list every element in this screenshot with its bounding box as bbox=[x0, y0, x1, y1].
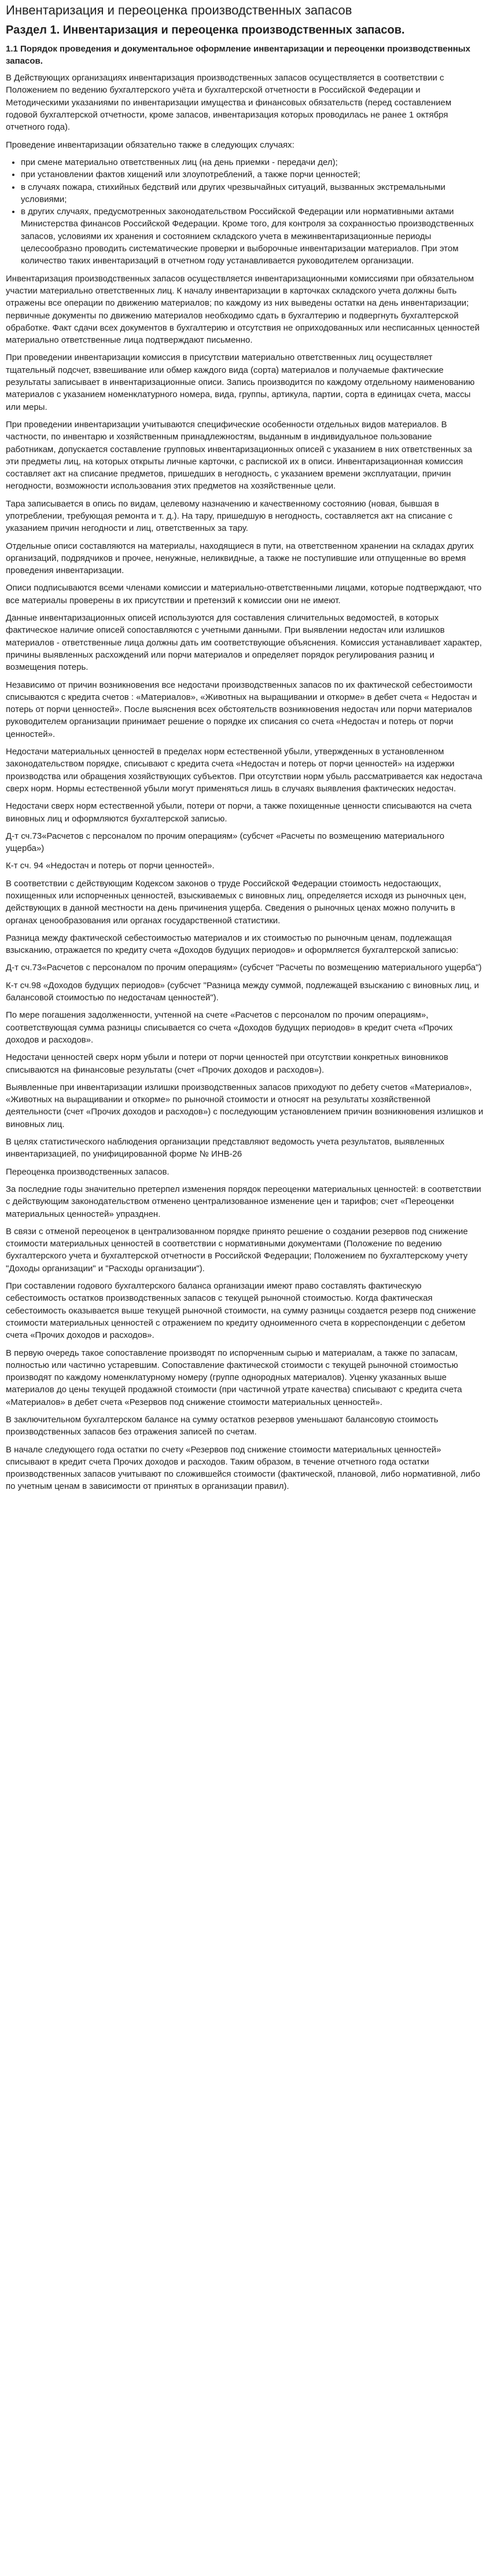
body-text bbox=[6, 273, 484, 1493]
section-heading: Раздел 1. Инвентаризация и переоценка производственных запасов. bbox=[6, 23, 405, 36]
list-item: • при установлении фактов хищений или злоупотреблений, а также порчи ценностей; bbox=[21, 168, 484, 181]
paragraph: К-т сч.98 «Доходов будущих периодов» (субсчет "Разница между суммой, подлежащей взысканию с виновных лиц, и балансовой стоимостью по недостачам ценностей"). bbox=[6, 980, 480, 1003]
paragraph: В первую очередь такое сопоставление производят по испорченным сырью и материалам, а также по запасам, полностью или частично устаревшим. Сопоставление фактической стоимости с текущей рыночной стоимостью производят по каждому номенклатурному номеру (группе однородных материалов). Уценку указанных выше материалов до цены текущей продажной стоимости (при частичной утрате качества) списывают с кредита счета «Материалов» в дебет счета «Резервов под снижение стоимости материальных ценностей». bbox=[6, 1348, 462, 1407]
paragraph: В начале следующего года остатки по счету «Резервов под снижение стоимости материальных ценностей» списывают в кредит счета Прочих доходов и расходов. Таким образом, в течение отчетного года остатки производственных запасов учитывают по сложившейся стоимости (фактической, плановой, либо нормативной, либо по учетным ценам в зависимости от принятых в организации правил). bbox=[6, 1444, 481, 1492]
paragraph: В соответствии с действующим Кодексом законов о труде Российской Федерации стоимость недостающих, похищенных или испорченных ценностей, взыскиваемых с виновных лиц, определяется исходя из рыночных цен, действующих в данной местности на день причинения ущерба. Сведения о рыночных ценах можно получить в органах ценообразования или органах государственной статистики. bbox=[6, 878, 466, 926]
paragraph: В заключительном бухгалтерском балансе на сумму остатков резервов уменьшают балансовую стоимость производственных запасов без отражения записей по счетам. bbox=[6, 1414, 439, 1437]
page-title: Инвентаризация и переоценка производственных запасов bbox=[6, 3, 352, 17]
paragraph: В целях статистического наблюдения организации представляют ведомость учета результатов, выявленных инвентаризацией, по унифицированной форме № ИНВ-26 bbox=[6, 1137, 445, 1159]
paragraph: Отдельные описи составляются на материалы, находящиеся в пути, на ответственном хранении на складах других организаций, подрядчиков и прочее, ненужные, неликвидные, а также не поступившие или отпущенные во время проведения инвентаризации. bbox=[6, 541, 474, 576]
paragraph: Независимо от причин возникновения все недостачи производственных запасов по их фактической себестоимости списываются с кредита счетов : «Материалов», «Животных на выращивании и откорме» в дебет счета « Недостач и потерь от порчи ценностей». После выяснения всех обстоятельств возникновения недостач или порчи материалов руководителем организации принимает решение о порядке их списания со счета «Недостач и потерь от порчи ценностей». bbox=[6, 680, 477, 739]
list-item: • в других случаях, предусмотренных законодательством Российской Федерации или нормативными актами Министерства финансов Российской Федерации. Кроме того, для контроля за сохранностью производственных запасов, условиями их хранения и состоянием складского учета в межинвентаризационные периоды целесообразно проводить систематические проверки и выборочные инвентаризации материалов. При этом количество таких инвентаризаций в отчетном году устанавливается руководителем организации. bbox=[21, 206, 484, 267]
paragraph: Тара записывается в опись по видам, целевому назначению и качественному состоянию (новая, бывшая в употреблении, требующая ремонта и т. д.). На тару, пришедшую в негодность, составляется акт на списание с указанием причин негодности и лиц, ответственных за тару. bbox=[6, 498, 453, 534]
mandatory-lead: Проведение инвентаризации обязательно также в следующих случаях: bbox=[6, 140, 294, 150]
subsection-heading: 1.1 Порядок проведения и документальное оформление инвентаризации и переоценки производственных запасов. bbox=[6, 43, 470, 66]
list-item: • при смене материально ответственных лиц (на день приемки - передачи дел); bbox=[21, 156, 484, 168]
paragraph: Недостачи сверх норм естественной убыли, потери от порчи, а также похищенные ценности списываются на счета виновных лиц и оформляются бухгалтерской записью. bbox=[6, 801, 472, 824]
paragraph: Выявленные при инвентаризации излишки производственных запасов приходуют по дебету счетов «Материалов», «Животных на выращивании и откорме» по рыночной стоимости и относят на результаты хозяйственной деятельности (счет «Прочих доходов и расходов») с последующим установлением причин возникновения излишков и виновных лиц. bbox=[6, 1082, 484, 1129]
paragraph: Разница между фактической себестоимостью материалов и их стоимостью по рыночным ценам, подлежащая взысканию, отражается по кредиту счета «Доходов будущих периодов» и оформляется бухгалтерской записью: bbox=[6, 933, 459, 956]
intro-paragraph: В Действующих организациях инвентаризация производственных запасов осуществляется в соответствии с Положением по ведению бухгалтерского учёта и бухгалтерской отчетности в Российской Федерации и Методическими указаниями по инвентаризации имущества и финансовых обязательств (перед составлением годовой бухгалтерской отчетности, кроме запасов, инвентаризация которых проводилась не ранее 1 октября отчетного года). bbox=[6, 73, 452, 133]
paragraph: Недостачи ценностей сверх норм убыли и потери от порчи ценностей при отсутствии конкретных виновников списываются на финансовые результаты (счет «Прочих доходов и расходов»). bbox=[6, 1052, 448, 1075]
paragraph: Д-т сч.73«Расчетов с персоналом по прочим операциям» (субсчет "Расчеты по возмещению материального ущерба") bbox=[6, 963, 482, 973]
paragraph: К-т сч. 94 «Недостач и потерь от порчи ценностей». bbox=[6, 861, 215, 871]
paragraph: Д-т сч.73«Расчетов с персоналом по прочим операциям» (субсчет «Расчеты по возмещению материального ущерба») bbox=[6, 831, 445, 854]
paragraph: При составлении годового бухгалтерского баланса организации имеют право составлять фактическую себестоимость остатков производственных запасов с текущей рыночной стоимостью. Когда фактическая себестоимость оказывается выше текущей рыночной стоимости, на сумму разницы создается резерв под снижение стоимости материальных ценностей с отражением по кредиту одноименного счета в корреспонденции с дебетом счета «Прочих доходов и расходов». bbox=[6, 1281, 476, 1341]
paragraph: За последние годы значительно претерпел изменения порядок переоценки материальных ценностей: в соответствии с действующим законодательством отменено централизованное изменение цен и тарифов; счет «Переоценки материальных ценностей» упразднен. bbox=[6, 1184, 481, 1219]
paragraph: Данные инвентаризационных описей используются для составления сличительных ведомостей, в которых фактическое наличие описей сопоставляются с учетными данными. При выявлении недостач или излишков материалов - ответственные лица должны дать им соответствующие объяснения. Комиссия устанавливает характер, причины выявленных расхождений или порчи материалов и определяет порядок регулирования разниц и возмещения потерь. bbox=[6, 613, 482, 673]
paragraph: Недостачи материальных ценностей в пределах норм естественной убыли, утвержденных в установленном законодательством порядке, списывают с кредита счета «Недостач и потерь от порчи ценностей» на издержки производства или обращения хозяйствующих субъектов. При отсутствии норм убыль рассматривается как недостача сверх норм. Нормы естественной убыли могут применяться лишь в случаях выявления фактических недостач. bbox=[6, 747, 482, 794]
paragraph: При проведении инвентаризации учитываются специфические особенности отдельных видов материалов. В частности, по инвентарю и хозяйственным принадлежностям, выданным в индивидуальное пользование работникам, допускается составление групповых инвентаризационных описей с указанием в них ответственных за эти предметы лиц, на которых открыты личные карточки, с распиской их в описи. Инвентаризационная комиссия составляет акт на списание предметов, пришедших в негодность, с указанием времени эксплуатации, причин негодности, возможности использования этих предметов на хозяйственные цели. bbox=[6, 419, 472, 491]
paragraph: В связи с отменой переоценок в централизованном порядке принято решение о создании резервов под снижение стоимости материальных ценностей в соответствии с нормативными документами (Положение по ведению бухгалтерского учета и бухгалтерской отчетности в Российской Федерации; Положением по бухгалтерскому учету "Доходы организации" и "Расходы организации"). bbox=[6, 1226, 468, 1274]
list-item: • в случаях пожара, стихийных бедствий или других чрезвычайных ситуаций, вызванных экстремальными условиями; bbox=[21, 181, 484, 206]
paragraph: Переоценка производственных запасов. bbox=[6, 1166, 170, 1177]
paragraph: Описи подписываются всеми членами комиссии и материально-ответственными лицами, которые подтверждают, что все материалы проверены в их присутствии и претензий к комиссии они не имеют. bbox=[6, 583, 482, 606]
paragraph: При проведении инвентаризации комиссия в присутствии материально ответственных лиц осуществляет тщательный подсчет, взвешивание или обмер каждого вида (сорта) материалов и получаемые фактические результаты записывает в инвентаризационные описи. Запись производится по каждому отдельному наименованию материалов с указанием номенклатурного номера, вида, группы, артикула, партии, сорта в единицах счета, массы или меры. bbox=[6, 353, 475, 412]
paragraph: По мере погашения задолженности, учтенной на счете «Расчетов с персоналом по прочим операциям», соответствующая сумма разницы списывается со счета «Доходов будущих периодов» в кредит счета «Прочих доходов и расходов». bbox=[6, 1010, 453, 1045]
mandatory-cases-list bbox=[6, 156, 484, 267]
paragraph: Инвентаризация производственных запасов осуществляется инвентаризационными комиссиями при обязательном участии материально ответственных лиц. К началу инвентаризации в карточках складского учета должны быть отражены все операции по движению материалов; по каждому из них выведены остатки на день инвентаризации; первичные документы по движению материалов необходимо сдать в бухгалтерию и подвергнуть бухгалтерской обработке. Факт сдачи всех документов в бухгалтерию и отсутствия не оприходованных или несписанных ценностей материально ответственные лица подтверждают письменно. bbox=[6, 273, 480, 346]
